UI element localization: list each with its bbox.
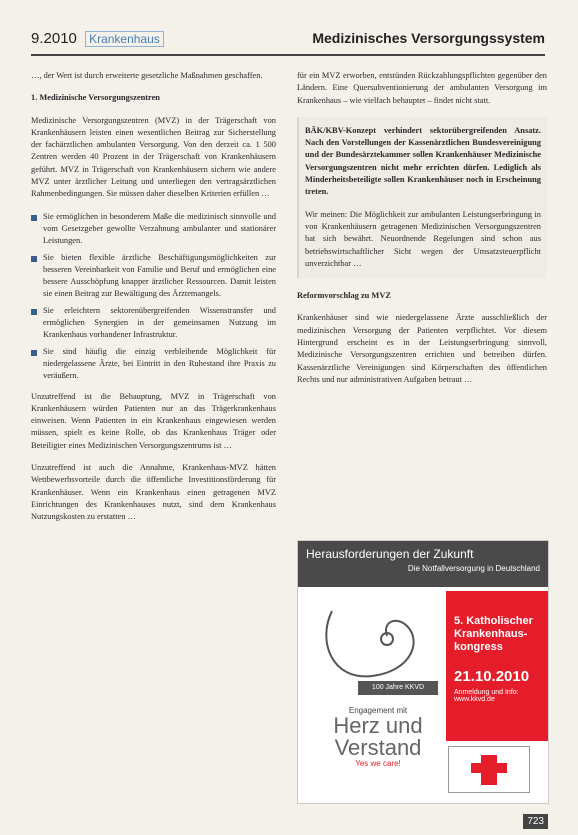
page-number: 723 [523,814,548,829]
event-info[interactable]: Anmeldung und Info: www.kkvd.de [454,689,519,703]
slogan-line-2: Herz und Verstand [333,713,423,760]
bullet-list [31,211,276,383]
left-para-3: Unzutreffend ist auch die Annahme, Krankenhaus-MVZ hätten Wettbewerbsvorteile durch die öffentliche Investitionsförderung für Krankenhäuser. Wenn ein Krankenhaus einen getragenen MVZ Einrichtungen des Krankenhauses nutzt, sind dem Krankenhaus Nutzungskosten zu erstatten … [31,463,276,522]
slogan [318,706,438,768]
left-para-2: Unzutreffend ist die Behauptung, MVZ in Trägerschaft von Krankenhäusern würden Patienten nur an das Trägerkrankenhaus einweisen. Wenn Patienten in ein Krankenhaus eingewiesen werden müssen, spielt es keine Rolle, ob das Krankenhaus Träger oder Beteiligter eines Medizinischen Versorgungszentrums ist … [31,391,276,450]
list-item: Sie bieten flexible ärztliche Beschäftigungsmöglichkeiten zur besseren Vereinbarkeit von Familie und Beruf und ermöglichen eine bessere Ausschöpfung knapper ärztlicher Ressourcen. Damit leisten sie einen Beitrag zur Bewältigung des Ärztemangels. [31,252,276,301]
brand-logo: Krankenhaus [85,31,164,47]
left-para-1: Medizinische Versorgungszentren (MVZ) in der Trägerschaft von Krankenhäusern leisten einen wesentlichen Beitrag zur Sicherstellung der fachärztlichen ambulanten Versorgung. Von den derzeit ca. 1 500 Zentren werden 40 Prozent in der Trägerschaft von Krankenhäusern geführt. MVZ in Trägerschaft von Krankenhäusern sichern wie andere MVZ unter ärztlicher Leitung und unterliegen den vertragsärztlichen Rahmenbedingungen. Sie müssen daher dieselben Kriterien erfüllen … [31,115,276,199]
heading-reform: Reformvorschlag zu MVZ [297,291,391,301]
slogan-line-3: Yes we care! [355,759,401,768]
section-title: Medizinisches Versorgungssystem [312,30,545,46]
box-para-2: Wir meinen: Die Möglichkeit zur ambulanten Leistungserbringung in von Krankenhäusern getragenen Medizinischen Versorgungszentren hat sich bewährt. Neuordnende Regelungen sind schon aus betriebswirtschaftlicher Sicht wegen der Umsatzsteuerpflicht unverzichtbar … [305,209,541,268]
event-date: 21.10.2010 [454,668,530,685]
left-column [31,70,276,534]
event-panel [446,591,548,741]
ad-title: Herausforderungen der Zukunft [306,547,474,561]
issue-label [31,30,164,47]
list-item: Sie sind häufig die einzig verbleibende Möglichkeit für niedergelassene Ärzte, bei Eintritt in den Ruhestand ihre Praxis zu veräußern. [31,346,276,383]
event-name: 5. Katholischer Krankenhaus-kongress [454,615,533,653]
right-column [297,70,547,396]
highlight-box [297,117,547,278]
ad-subtitle: Die Notfallversorgung in Deutschland [407,564,540,573]
page-header [0,0,578,62]
advertisement[interactable] [297,540,549,804]
list-item: Sie ermöglichen in besonderem Maße die medizinisch sinnvolle und vom Gesetzgeber gewollte Verzahnung ambulanter und stationärer Leistungen. [31,211,276,248]
header-rule [31,54,545,56]
anniversary-badge: 100 Jahre KKVD [358,681,438,695]
ad-banner [298,541,548,587]
caritas-logo [448,746,530,793]
cross-icon [449,747,529,792]
right-intro: für ein MVZ erworben, entstünden Rückzahlungspflichten gegenüber den Ländern. Eine Quersubventionierung der ambulanten Versorgung im Krankenhaus – wie vielfach behauptet – findet nicht statt. [297,71,547,105]
issue-number: 9.2010 [31,30,77,47]
left-intro: …, der Wert ist durch erweiterte gesetzliche Maßnahmen geschaffen. [31,71,263,80]
heading-mvz: 1. Medizinische Versorgungszentren [31,93,160,103]
list-item: Sie erleichtern sektorenübergreifenden Wissenstransfer und ermöglichen Synergien in der gemeinsamen Nutzung im Krankenhaus vorhandener Infrastruktur. [31,305,276,342]
slogan-line-1: Engagement mit [348,706,408,715]
box-para-1: BÄK/KBV-Konzept verhindert sektorübergreifenden Ansatz. Nach den Vorstellungen der Kassenärztlichen Bundesvereinigung und der Bundesärztekammer sollen Krankenhäuser Medizinische Versorgungszentren nicht mehr errichten dürfen. Lediglich als Minderheitsbeteiligte sollen Krankenhäuser noch in Erscheinung treten. [305,125,541,197]
right-para-1: Krankenhäuser sind wie niedergelassene Ärzte ausschließlich der medizinischen Versorgung der Patienten verpflichtet. Vor diesem Hintergrund erscheint es in der Leistungserbringung sinnvoll, Medizinische Versorgungszentren errichten und betreiben dürfen. Kassenärztliche Vereinigungen sind Körperschaften des öffentlichen Rechts und nur administrativen Aufgaben betraut … [297,313,547,384]
